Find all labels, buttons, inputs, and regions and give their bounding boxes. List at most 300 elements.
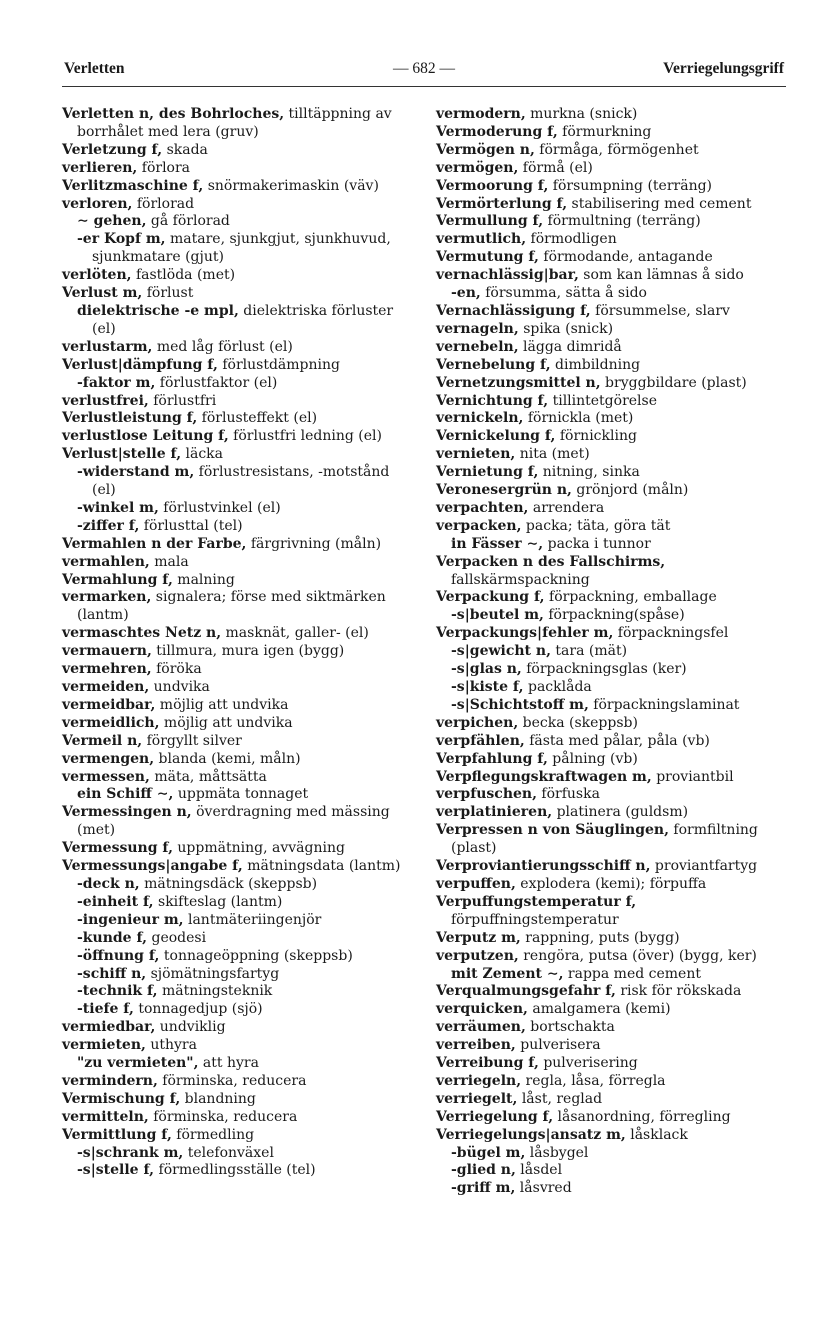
entry-translation: förlustfri	[148, 392, 217, 409]
entry-headword: verlustlose Leitung f,	[62, 428, 229, 445]
entry-headword: Verlust|dämpfung f,	[62, 356, 218, 373]
entry-translation: packa; täta, göra tät	[521, 517, 671, 534]
entry-headword: verloren,	[62, 195, 133, 212]
entry-translation: låsklack	[625, 1126, 688, 1143]
entry-headword: vernieten,	[436, 446, 516, 463]
entry-headword: -ingenieur m,	[77, 911, 184, 928]
entry-headword: verputzen,	[436, 947, 519, 964]
entry-headword: -en,	[451, 285, 481, 302]
dictionary-entry	[62, 178, 412, 196]
entry-translation: förlustfri ledning (el)	[228, 428, 382, 445]
entry-headword: Vermeil n,	[62, 732, 143, 749]
dictionary-entry	[62, 410, 412, 428]
dictionary-entry	[436, 1180, 786, 1198]
entry-translation: förmedling	[171, 1126, 255, 1143]
entry-headword: verplatinieren,	[436, 804, 553, 821]
entry-headword: vermarken,	[62, 589, 152, 606]
entry-headword: verpfuschen,	[436, 786, 537, 803]
dictionary-entry	[62, 428, 412, 446]
entry-headword: vermögen,	[436, 159, 519, 176]
entry-translation: fallskärmspackning	[451, 571, 590, 588]
dictionary-entry	[436, 464, 786, 482]
entry-headword: verriegelt,	[436, 1090, 518, 1107]
dictionary-entry	[62, 142, 412, 160]
entry-headword: -ziffer f,	[77, 517, 140, 534]
entry-translation: proviantbil	[651, 768, 734, 785]
entry-translation: matare, sjunkgjut, sjunkhuvud, sjunkmatare (gjut)	[92, 231, 391, 266]
entry-translation: platinera (guldsm)	[552, 804, 689, 821]
dictionary-entry	[62, 804, 412, 840]
entry-headword: mit Zement ∼,	[451, 965, 564, 982]
dictionary-entry	[436, 751, 786, 769]
entry-translation: gå förlorad	[146, 213, 230, 230]
entry-headword: vermitteln,	[62, 1108, 149, 1125]
dictionary-entry	[436, 1073, 786, 1091]
entry-headword: -s|kiste f,	[451, 679, 524, 695]
entry-translation: lägga dimridå	[518, 338, 622, 355]
entry-headword: Vermessungs|angabe f,	[62, 858, 243, 875]
entry-headword: verpfählen,	[436, 732, 525, 749]
dictionary-entry	[436, 679, 786, 697]
entry-translation: nitning, sinka	[538, 464, 640, 481]
entry-headword: Verpackung f,	[436, 589, 545, 606]
dictionary-entry	[436, 142, 786, 160]
dictionary-entry	[62, 930, 412, 948]
dictionary-entry	[436, 661, 786, 679]
entry-translation: pulverisera	[515, 1037, 601, 1054]
dictionary-entry	[436, 375, 786, 393]
entry-headword: Vernickelung f,	[436, 428, 556, 445]
entry-headword: "zu vermieten",	[77, 1055, 199, 1072]
entry-translation: förnickling	[555, 428, 637, 445]
entry-headword: Vermessingen n,	[62, 804, 192, 821]
entry-translation: masknät, galler- (el)	[221, 625, 369, 642]
entry-headword: -einheit f,	[77, 893, 154, 910]
entry-translation: förmultning (terräng)	[543, 213, 701, 230]
dictionary-entry	[436, 196, 786, 214]
dictionary-entry	[436, 1162, 786, 1180]
dictionary-entry	[436, 804, 786, 822]
entry-translation: förlust	[142, 285, 194, 302]
entry-translation: låsanordning, förregling	[553, 1108, 731, 1125]
entry-headword: Vermischung f,	[62, 1090, 181, 1107]
entry-headword: Verpackungs|fehler m,	[436, 625, 614, 642]
entry-translation: becka (skeppsb)	[518, 714, 638, 731]
entry-headword: vernickeln,	[436, 410, 524, 427]
entry-headword: -griff m,	[451, 1180, 516, 1197]
entry-translation: läcka	[181, 446, 224, 463]
entry-translation: lantmäteriingenjör	[183, 911, 322, 928]
entry-translation: förmurkning	[557, 123, 652, 140]
entry-translation: grönjord (måln)	[571, 482, 689, 499]
dictionary-entry	[62, 213, 412, 231]
entry-translation: försummelse, slarv	[590, 302, 730, 319]
dictionary-entry	[62, 840, 412, 858]
dictionary-entry	[62, 196, 412, 214]
dictionary-entry	[62, 536, 412, 554]
dictionary-entry	[436, 876, 786, 894]
dictionary-entry	[436, 339, 786, 357]
dictionary-entry	[436, 589, 786, 607]
dictionary-entry	[62, 339, 412, 357]
entry-translation: fastlöda (met)	[131, 267, 236, 284]
entry-translation: bortschakta	[525, 1019, 615, 1036]
entry-translation: förpuffningstemperatur	[451, 911, 619, 928]
entry-headword: verriegeln,	[436, 1072, 522, 1089]
entry-translation: förlusttal (tel)	[139, 517, 243, 534]
dictionary-entry	[436, 446, 786, 464]
dictionary-entry	[62, 733, 412, 751]
dictionary-entry	[436, 410, 786, 428]
entry-headword: ∼ gehen,	[77, 213, 147, 230]
dictionary-entry	[436, 769, 786, 787]
entry-headword: Vernebelung f,	[436, 356, 551, 373]
entry-headword: vermengen,	[62, 750, 155, 767]
entry-translation: packa i tunnor	[543, 535, 651, 552]
entry-headword: vermutlich,	[436, 231, 527, 248]
entry-headword: -glied n,	[451, 1162, 516, 1179]
entry-translation: blandning	[180, 1090, 256, 1107]
entry-translation: mätningsdäck (skeppsb)	[139, 875, 318, 892]
entry-headword: Vermoorung f,	[436, 177, 549, 194]
dictionary-entry	[62, 786, 412, 804]
entry-translation: förfuska	[536, 786, 600, 803]
dictionary-entry	[436, 500, 786, 518]
entry-translation: stabilisering med cement	[567, 195, 752, 212]
entry-translation: förpackning, emballage	[544, 589, 717, 606]
entry-translation: tonnagedjup (sjö)	[133, 1001, 263, 1018]
entry-headword: verpuffen,	[436, 875, 516, 892]
entry-translation: föröka	[151, 661, 202, 678]
dictionary-entry	[436, 983, 786, 1001]
entry-headword: -kunde f,	[77, 929, 148, 946]
entry-headword: verlustarm,	[62, 338, 153, 355]
entry-translation: nita (met)	[515, 446, 590, 463]
entry-translation: möjlig att undvika	[159, 714, 293, 731]
dictionary-entry	[436, 786, 786, 804]
dictionary-entry	[62, 1145, 412, 1163]
entry-headword: verräumen,	[436, 1019, 526, 1036]
dictionary-entry	[62, 643, 412, 661]
entry-translation: mäta, måttsätta	[149, 768, 267, 785]
dictionary-entry	[436, 285, 786, 303]
entry-headword: -s|schrank m,	[77, 1144, 184, 1161]
dictionary-entry	[436, 1145, 786, 1163]
entry-translation: förnickla (met)	[523, 410, 634, 427]
entry-headword: ein Schiff ∼,	[77, 786, 174, 803]
dictionary-entry	[436, 1127, 786, 1145]
entry-translation: som kan lämnas å sido	[578, 267, 744, 284]
dictionary-entry	[62, 518, 412, 536]
entry-translation: att hyra	[198, 1055, 259, 1072]
dictionary-entry	[62, 966, 412, 984]
entry-translation: förmodande, antagande	[538, 249, 713, 266]
dictionary-entry	[436, 267, 786, 285]
entry-headword: Vermutung f,	[436, 249, 539, 266]
header-rule	[62, 86, 786, 87]
entry-translation: med låg förlust (el)	[152, 338, 293, 355]
entry-translation: uppmäta tonnaget	[173, 786, 309, 803]
dictionary-entry	[62, 625, 412, 643]
entry-headword: -technik f,	[77, 983, 158, 1000]
entry-translation: försumpning (terräng)	[548, 177, 713, 194]
header-right-guideword: Verriegelungsgriff	[663, 60, 784, 77]
dictionary-entry	[62, 679, 412, 697]
entry-headword: -deck n,	[77, 875, 140, 892]
dictionary-entry	[62, 1001, 412, 1019]
dictionary-entry	[62, 231, 412, 267]
dictionary-entry	[62, 1162, 412, 1180]
entry-translation: uthyra	[145, 1037, 197, 1054]
entry-translation: förlusteffekt (el)	[197, 410, 318, 427]
dictionary-entry	[436, 428, 786, 446]
entry-translation: låsvred	[515, 1180, 572, 1197]
entry-translation: förlustvinkel (el)	[158, 499, 281, 516]
dictionary-entry	[436, 124, 786, 142]
dictionary-entry	[62, 285, 412, 303]
entry-headword: Verqualmungsgefahr f,	[436, 983, 616, 1000]
dictionary-entry	[436, 536, 786, 554]
entry-headword: Vermahlen n der Farbe,	[62, 535, 247, 552]
dictionary-entry	[62, 589, 412, 625]
entry-headword: vermindern,	[62, 1072, 158, 1089]
dictionary-entry	[436, 643, 786, 661]
dictionary-entry	[62, 751, 412, 769]
entry-headword: -s|stelle f,	[77, 1162, 155, 1179]
dictionary-entry	[436, 249, 786, 267]
entry-headword: -widerstand m,	[77, 464, 195, 481]
entry-headword: Verriegelung f,	[436, 1108, 554, 1125]
entry-headword: Verlitzmaschine f,	[62, 177, 204, 194]
entry-headword: Vermessung f,	[62, 840, 173, 857]
entry-headword: -s|glas n,	[451, 661, 522, 678]
entry-translation: förlustresistans, -motstånd (el)	[92, 464, 390, 499]
entry-translation: förpackningslaminat	[588, 696, 740, 713]
dictionary-entry	[436, 178, 786, 196]
dictionary-entry	[436, 822, 786, 858]
entry-headword: vernachlässig|bar,	[436, 267, 579, 284]
entry-translation: färgrivning (måln)	[246, 535, 382, 552]
dictionary-entry	[62, 661, 412, 679]
entry-translation: uppmätning, avvägning	[172, 840, 345, 857]
entry-translation: tilltäppning av borrhålet med lera (gruv)	[77, 106, 392, 140]
entry-headword: dielektrische -e mpl,	[77, 302, 239, 319]
entry-translation: överdragning med mässing (met)	[77, 804, 390, 839]
dictionary-entry	[62, 697, 412, 715]
entry-headword: vermodern,	[436, 106, 526, 122]
dictionary-entry	[436, 160, 786, 178]
entry-headword: -öffnung f,	[77, 947, 160, 964]
entry-headword: vermeidbar,	[62, 696, 156, 713]
entry-translation: undviklig	[155, 1019, 226, 1036]
entry-headword: Verletten n, des Bohrloches,	[62, 106, 285, 122]
dictionary-entry	[436, 1037, 786, 1055]
entry-translation: tara (mät)	[550, 643, 628, 660]
dictionary-entry	[62, 500, 412, 518]
entry-translation: snörmakerimaskin (väv)	[203, 177, 379, 194]
dictionary-entry	[436, 715, 786, 733]
dictionary-entry	[62, 393, 412, 411]
entry-headword: Vermullung f,	[436, 213, 544, 230]
entry-translation: låsbygel	[525, 1144, 589, 1161]
entry-headword: Verpfahlung f,	[436, 750, 548, 767]
entry-translation: förmedlingsställe (tel)	[154, 1162, 316, 1179]
dictionary-entry	[62, 572, 412, 590]
entry-headword: -s|beutel m,	[451, 607, 544, 624]
dictionary-entry	[436, 966, 786, 984]
entry-headword: -faktor m,	[77, 374, 156, 391]
dictionary-entry	[62, 464, 412, 500]
dictionary-entry	[436, 1001, 786, 1019]
dictionary-entry	[436, 1019, 786, 1037]
entry-headword: verpacken,	[436, 517, 522, 534]
entry-translation: proviantfartyg	[650, 858, 758, 875]
dictionary-entry	[62, 912, 412, 930]
entry-headword: -er Kopf m,	[77, 231, 166, 248]
entry-translation: blanda (kemi, måln)	[154, 750, 301, 767]
dictionary-entry	[62, 769, 412, 787]
entry-translation: förlora	[137, 159, 191, 176]
dictionary-entry	[436, 1091, 786, 1109]
right-column	[436, 106, 786, 1198]
entry-translation: amalgamera (kemi)	[527, 1001, 671, 1018]
entry-translation: fästa med pålar, påla (vb)	[524, 732, 710, 749]
header-left-guideword: Verletten	[64, 60, 125, 77]
dictionary-entry	[436, 1055, 786, 1073]
entry-translation: förmodligen	[526, 231, 617, 248]
entry-headword: Vernichtung f,	[436, 392, 549, 409]
entry-translation: tillmura, mura igen (bygg)	[151, 643, 345, 660]
entry-headword: verlöten,	[62, 267, 132, 284]
entry-translation: förgyllt silver	[142, 732, 242, 749]
entry-headword: verreiben,	[436, 1037, 516, 1054]
dictionary-entry	[436, 213, 786, 231]
entry-translation: förmåga, förmögenhet	[534, 141, 699, 158]
entry-translation: förminska, reducera	[148, 1108, 298, 1125]
entry-translation: tillintetgörelse	[548, 392, 657, 409]
dictionary-entry	[436, 482, 786, 500]
entry-headword: -s|gewicht n,	[451, 643, 551, 660]
dictionary-entry	[62, 948, 412, 966]
dictionary-entry	[436, 321, 786, 339]
dictionary-entry	[62, 1019, 412, 1037]
entry-headword: verlustfrei,	[62, 392, 149, 409]
dictionary-entry	[436, 1109, 786, 1127]
entry-translation: pålning (vb)	[547, 750, 638, 767]
entry-translation: packlåda	[523, 679, 592, 695]
entry-translation: rappa med cement	[563, 965, 701, 982]
entry-translation: risk för rökskada	[615, 983, 742, 1000]
dictionary-entry	[62, 1037, 412, 1055]
entry-headword: vermeiden,	[62, 679, 150, 695]
entry-translation: tonnageöppning (skeppsb)	[159, 947, 353, 964]
entry-headword: Vernietung f,	[436, 464, 539, 481]
entry-translation: geodesi	[147, 929, 207, 946]
entry-headword: Vermittlung f,	[62, 1126, 172, 1143]
entry-headword: vermessen,	[62, 768, 150, 785]
dictionary-entry	[436, 518, 786, 536]
entry-translation: undvika	[149, 679, 210, 695]
entry-headword: verquicken,	[436, 1001, 528, 1018]
entry-translation: explodera (kemi); förpuffa	[515, 875, 707, 892]
entry-headword: Verputz m,	[436, 929, 521, 946]
entry-translation: bryggbildare (plast)	[600, 374, 747, 391]
entry-headword: -bügel m,	[451, 1144, 526, 1161]
entry-translation: telefonväxel	[183, 1144, 274, 1161]
entry-translation: mätningsdata (lantm)	[242, 858, 401, 875]
entry-headword: Vernachlässigung f,	[436, 302, 591, 319]
entry-translation: skifteslag (lantm)	[153, 893, 283, 910]
dictionary-entry	[62, 375, 412, 393]
entry-headword: vermaschtes Netz n,	[62, 625, 222, 642]
entry-headword: vermehren,	[62, 661, 152, 678]
entry-translation: förpackningsfel	[613, 625, 729, 642]
dictionary-entry	[62, 1073, 412, 1091]
dictionary-entry	[62, 106, 412, 142]
dictionary-entry	[62, 1091, 412, 1109]
entry-translation: regla, låsa, förregla	[521, 1072, 666, 1089]
entry-headword: Verproviantierungsschiff n,	[436, 858, 651, 875]
dictionary-entry	[436, 733, 786, 751]
entry-translation: låsdel	[515, 1162, 563, 1179]
entry-translation: rengöra, putsa (över) (bygg, ker)	[518, 947, 757, 964]
dictionary-entry	[436, 231, 786, 249]
entry-translation: arrendera	[528, 499, 605, 516]
dictionary-entry	[436, 894, 786, 930]
entry-translation: förlorad	[132, 195, 195, 212]
entry-headword: Verlust|stelle f,	[62, 446, 182, 463]
entry-headword: Verpuffungstemperatur f,	[436, 893, 637, 910]
entry-headword: vermauern,	[62, 643, 152, 660]
entry-headword: vermahlen,	[62, 553, 150, 570]
entry-headword: vermiedbar,	[62, 1019, 156, 1036]
entry-translation: mätningsteknik	[157, 983, 273, 1000]
dictionary-entry	[436, 697, 786, 715]
page-header	[64, 60, 784, 84]
entry-headword: vernageln,	[436, 320, 519, 337]
dictionary-entry	[62, 160, 412, 178]
entry-translation: mala	[149, 553, 189, 570]
dictionary-entry	[62, 983, 412, 1001]
entry-headword: vernebeln,	[436, 338, 519, 355]
dictionary-entry	[62, 876, 412, 894]
dictionary-entry	[436, 625, 786, 643]
entry-translation: pulverisering	[538, 1055, 638, 1072]
entry-translation: malning	[172, 571, 235, 588]
entry-translation: sjömätningsfartyg	[146, 965, 280, 982]
dictionary-entry	[436, 948, 786, 966]
page-number: — 682 —	[393, 60, 455, 77]
entry-translation: murkna (snick)	[525, 106, 638, 122]
entry-headword: Vermörterlung f,	[436, 195, 568, 212]
entry-headword: Verreibung f,	[436, 1055, 539, 1072]
entry-translation: rappning, puts (bygg)	[520, 929, 680, 946]
dictionary-entry	[62, 446, 412, 464]
entry-translation: möjlig att undvika	[155, 696, 289, 713]
entry-headword: Veronesergrün n,	[436, 482, 572, 499]
entry-headword: Verlust m,	[62, 285, 143, 302]
dictionary-entry	[62, 303, 412, 339]
entry-translation: försumma, sätta å sido	[480, 285, 647, 302]
entry-headword: Verpressen n von Säuglingen,	[436, 822, 669, 839]
dictionary-entry	[62, 1127, 412, 1145]
entry-translation: skada	[162, 141, 208, 158]
dictionary-entry	[62, 1109, 412, 1127]
entry-translation: förminska, reducera	[157, 1072, 307, 1089]
entry-headword: -winkel m,	[77, 499, 159, 516]
entry-headword: -s|Schichtstoff m,	[451, 696, 589, 713]
entry-headword: verpachten,	[436, 499, 529, 516]
